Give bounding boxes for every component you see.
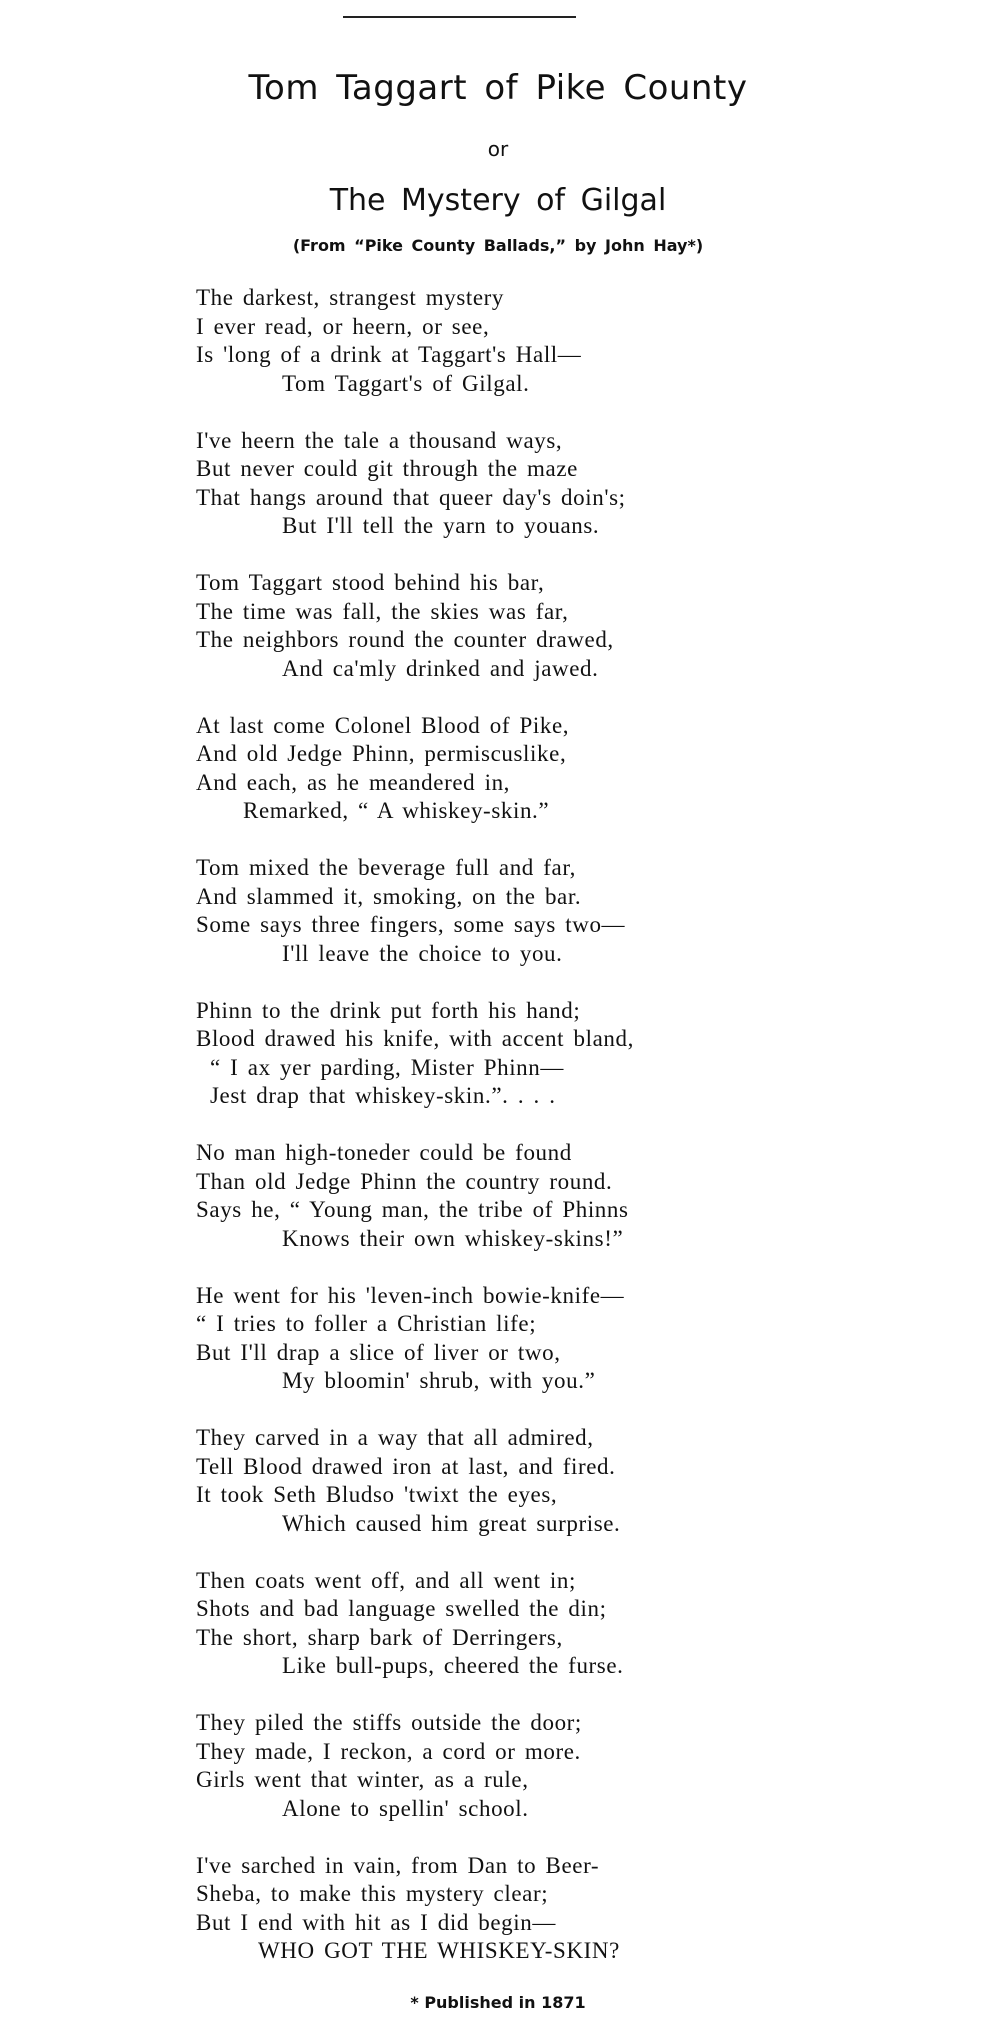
poem-line: They carved in a way that all admired, (196, 1425, 594, 1450)
stanza (196, 1567, 634, 1681)
poem-subtitle: The Mystery of Gilgal (329, 183, 667, 218)
poem-line: Girls went that winter, as a rule, (196, 1767, 529, 1792)
stanza (196, 1139, 634, 1253)
poem-line: “ I ax yer parding, Mister Phinn— (210, 1054, 564, 1080)
stanza (196, 854, 634, 968)
poem-line: Alone to spellin' school. (282, 1795, 529, 1821)
poem-line: “ I tries to foller a Christian life; (196, 1311, 537, 1336)
stanza (196, 1424, 634, 1538)
poem-line: I've heern the tale a thousand ways, (196, 427, 563, 453)
title-or: or (487, 137, 509, 161)
poem-line: Says he, “ Young man, the tribe of Phinns (196, 1197, 629, 1222)
poem-title: Tom Taggart of Pike County (248, 68, 748, 108)
poem-line: The neighbors round the counter drawed, (196, 627, 614, 652)
stanza (196, 569, 634, 683)
poem-line: They piled the stiffs outside the door; (196, 1710, 582, 1735)
poem-line: I'll leave the choice to you. (282, 940, 563, 966)
poem-line: Knows their own whiskey-skins!” (282, 1225, 624, 1251)
poem-line: Some says three fingers, some says two— (196, 912, 626, 937)
top-rule (343, 16, 576, 18)
stanza (196, 1852, 634, 1966)
poem-line: Shots and bad language swelled the din; (196, 1596, 607, 1621)
poem-body (196, 284, 634, 1994)
poem-line: But I'll tell the yarn to youans. (282, 513, 600, 538)
stanza (196, 1709, 634, 1823)
poem-line: No man high-toneder could be found (196, 1140, 572, 1165)
poem-line: The time was fall, the skies was far, (196, 598, 569, 624)
poem-line: Tom mixed the beverage full and far, (196, 855, 577, 880)
stanza (196, 712, 634, 826)
poem-line: He went for his 'leven-inch bowie-knife— (196, 1282, 625, 1308)
poem-line: Than old Jedge Phinn the country round. (196, 1168, 613, 1194)
stanza (196, 1282, 634, 1396)
poem-line: At last come Colonel Blood of Pike, (196, 712, 570, 738)
poem-line: Tom Taggart stood behind his bar, (196, 570, 545, 595)
poem-line: I ever read, or heern, or see, (196, 313, 490, 339)
poem-line: And slammed it, smoking, on the bar. (196, 883, 582, 909)
poem-line: Blood drawed his knife, with accent bland, (196, 1026, 634, 1051)
poem-line: It took Seth Bludso 'twixt the eyes, (196, 1482, 558, 1507)
footnote: * Published in 1871 (410, 1993, 586, 2012)
stanza (196, 427, 634, 541)
poem-line: WHO GOT THE WHISKEY-SKIN? (258, 1938, 620, 1963)
poem-line: Which caused him great surprise. (282, 1510, 621, 1536)
poem-line: And old Jedge Phinn, permiscuslike, (196, 741, 567, 766)
poem-line: Then coats went off, and all went in; (196, 1567, 577, 1593)
poem-line: My bloomin' shrub, with you.” (282, 1368, 596, 1393)
poem-line: The short, sharp bark of Derringers, (196, 1624, 563, 1650)
poem-line: And ca'mly drinked and jawed. (282, 655, 599, 681)
poem-line: Remarked, “ A whiskey-skin.” (243, 798, 550, 823)
poem-line: But never could git through the maze (196, 456, 578, 481)
poem-line: They made, I reckon, a cord or more. (196, 1738, 581, 1764)
poem-line: The darkest, strangest mystery (196, 285, 505, 310)
poem-line: Jest drap that whiskey-skin.”. . . . (210, 1083, 556, 1108)
poem-line: That hangs around that queer day's doin's; (196, 484, 626, 510)
poem-line: Tom Taggart's of Gilgal. (282, 370, 530, 396)
poem-line: Phinn to the drink put forth his hand; (196, 997, 581, 1023)
poem-line: And each, as he meandered in, (196, 769, 511, 795)
stanza (196, 284, 634, 398)
poem-line: Is 'long of a drink at Taggart's Hall— (196, 342, 582, 367)
poem-line: But I'll drap a slice of liver or two, (196, 1339, 561, 1365)
poem-line: Like bull-pups, cheered the furse. (282, 1653, 624, 1678)
poem-line: But I end with hit as I did begin— (196, 1909, 556, 1935)
poem-line: Sheba, to make this mystery clear; (196, 1881, 549, 1906)
poem-line: I've sarched in vain, from Dan to Beer- (196, 1852, 600, 1878)
stanza (196, 997, 634, 1111)
poem-source: (From “Pike County Ballads,” by John Hay*) (292, 236, 704, 255)
poem-line: Tell Blood drawed iron at last, and fired. (196, 1453, 616, 1479)
